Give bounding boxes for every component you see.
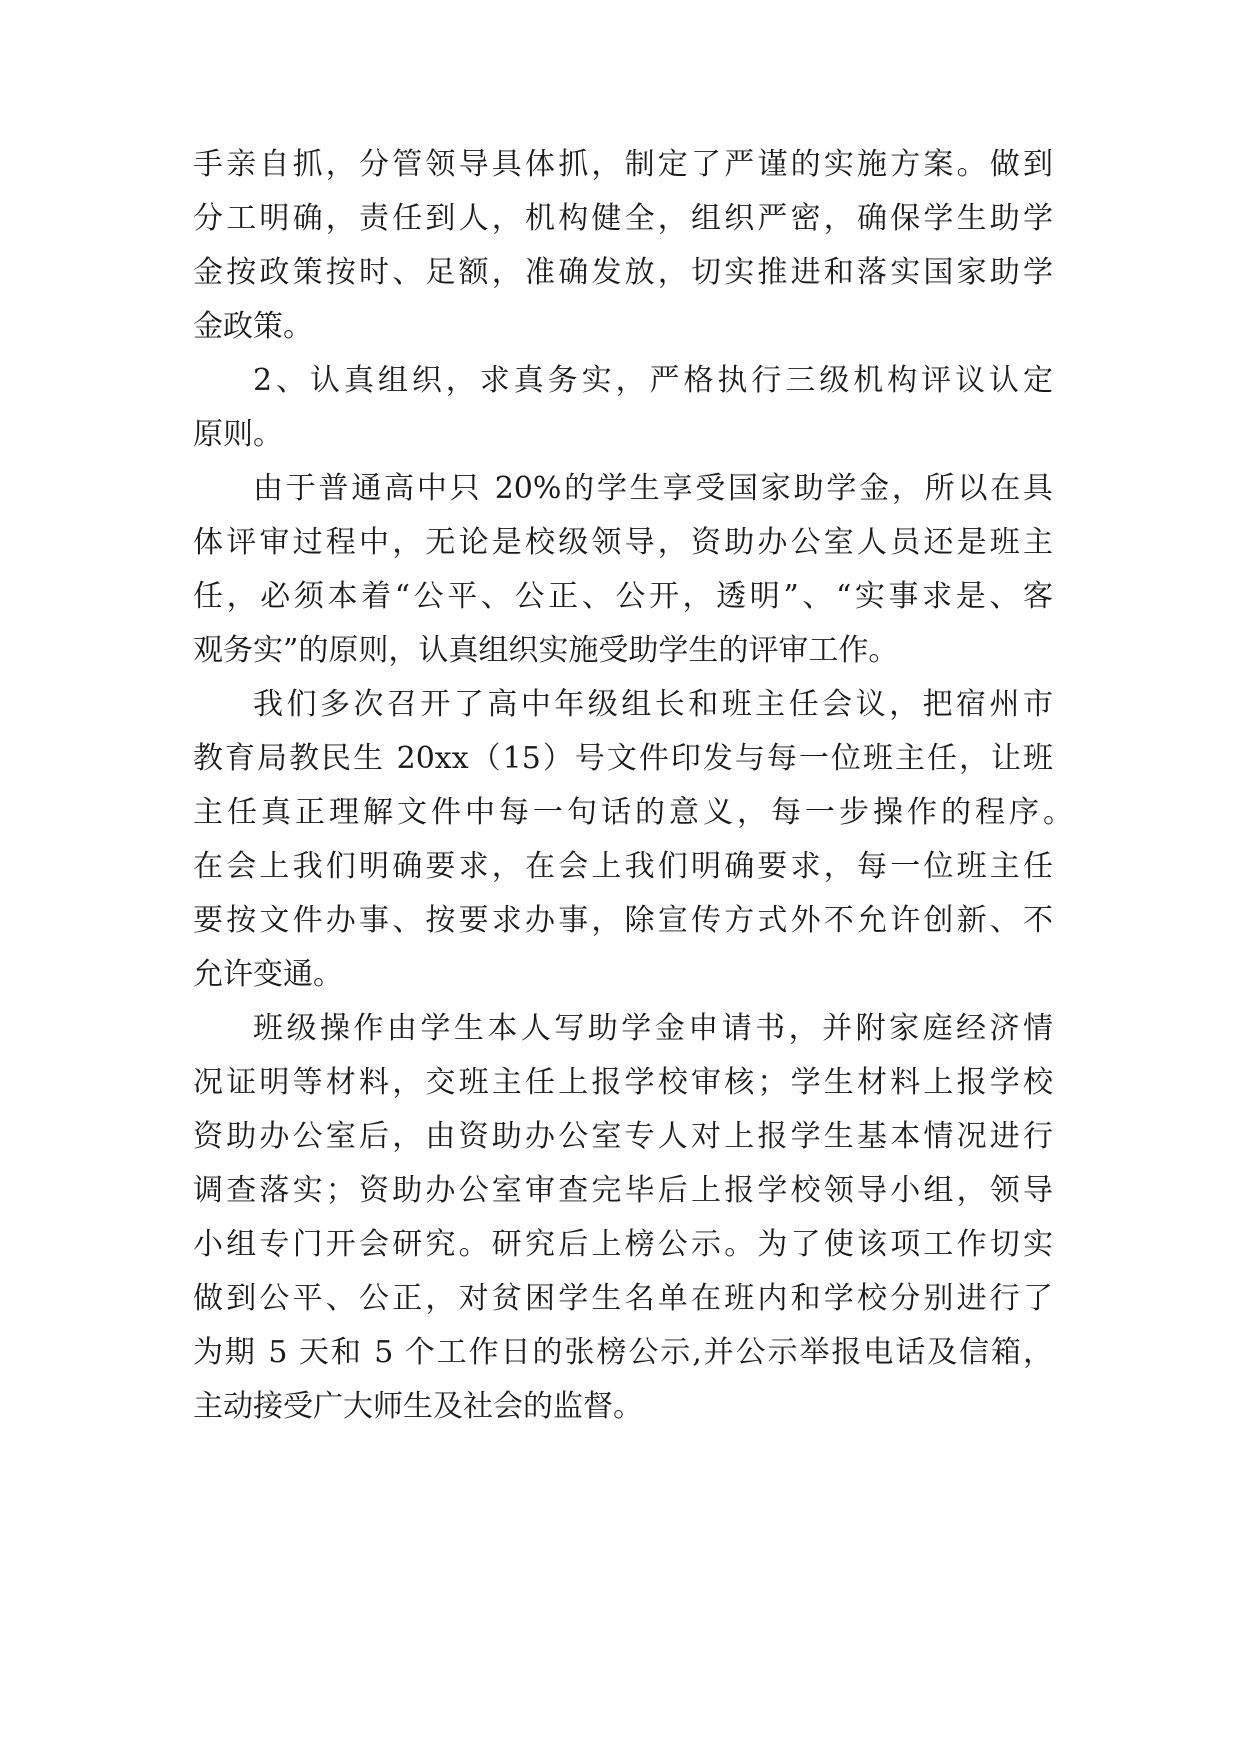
text-line: 观务实”的原则，认真组织实施受助学生的评审工作。 <box>193 633 899 668</box>
text-line: 体评审过程中，无论是校级领导，资助办公室人员还是班主 <box>193 525 1053 560</box>
text-line: 2、认真组织，求真务实，严格执行三级机构评议认定 <box>253 363 1053 398</box>
text-line: 教育局教民生 20xx（15）号文件印发与每一位班主任，让班 <box>193 741 1053 776</box>
text-line: 由于普通高中只 20%的学生享受国家助学金，所以在具 <box>253 471 1053 506</box>
text-line: 况证明等材料，交班主任上报学校审核；学生材料上报学校 <box>193 1065 1053 1100</box>
text-line: 班级操作由学生本人写助学金申请书，并附家庭经济情 <box>253 1011 1053 1046</box>
text-line: 手亲自抓，分管领导具体抓，制定了严谨的实施方案。做到 <box>193 147 1053 182</box>
text-line: 调查落实；资助办公室审查完毕后上报学校领导小组，领导 <box>193 1173 1053 1208</box>
text-line: 允许变通。 <box>193 957 343 992</box>
text-line: 金政策。 <box>193 309 313 344</box>
text-line: 做到公平、公正，对贫困学生名单在班内和学校分别进行了 <box>193 1281 1053 1316</box>
text-line: 要按文件办事、按要求办事，除宣传方式外不允许创新、不 <box>193 903 1053 938</box>
text-line: 为期 5 天和 5 个工作日的张榜公示,并公示举报电话及信箱， <box>193 1335 1053 1370</box>
text-line: 原则。 <box>193 417 283 452</box>
text-line: 主任真正理解文件中每一句话的意义，每一步操作的程序。 <box>193 795 1073 830</box>
text-line: 我们多次召开了高中年级组长和班主任会议，把宿州市 <box>253 687 1053 722</box>
text-line: 分工明确，责任到人，机构健全，组织严密，确保学生助学 <box>193 201 1053 236</box>
text-line: 小组专门开会研究。研究后上榜公示。为了使该项工作切实 <box>193 1227 1053 1262</box>
text-line: 资助办公室后，由资助办公室专人对上报学生基本情况进行 <box>193 1119 1053 1154</box>
text-line: 金按政策按时、足额，准确发放，切实推进和落实国家助学 <box>193 255 1053 290</box>
text-line: 在会上我们明确要求，在会上我们明确要求，每一位班主任 <box>193 849 1053 884</box>
text-line: 任，必须本着“公平、公正、公开，透明”、“实事求是、客 <box>193 579 1053 614</box>
text-line: 主动接受广大师生及社会的监督。 <box>193 1389 643 1424</box>
